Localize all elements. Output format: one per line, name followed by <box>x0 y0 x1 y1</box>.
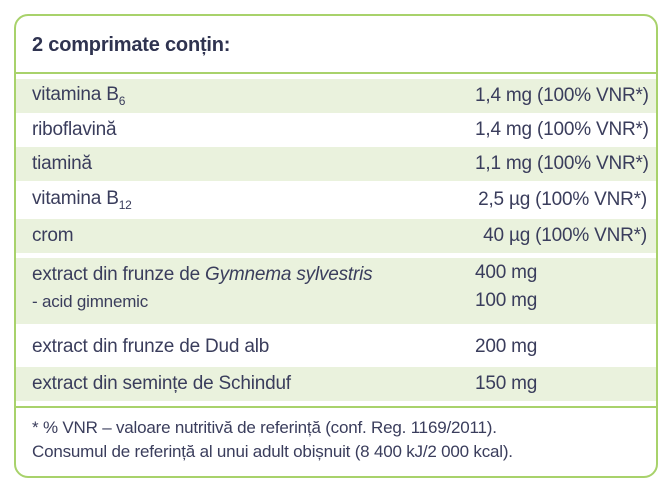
row-name: tiamină <box>32 153 92 174</box>
row-name: crom <box>32 225 74 246</box>
row-name: vitamina $B_{12}$ <box>32 188 132 212</box>
row-value: 400 mg <box>475 262 538 283</box>
table-row <box>16 182 656 218</box>
footnote <box>32 416 513 464</box>
row-name: extract din semințe de Schinduf <box>32 373 291 394</box>
row-subvalue: 100 mg <box>475 290 538 311</box>
row-value: 1,4 mg (100% VNR*) <box>475 119 649 140</box>
nutrition-panel <box>14 14 658 478</box>
divider-top <box>16 72 656 74</box>
row-name: riboflavină <box>32 119 117 140</box>
row-name: extract din frunze de Gymnema sylvestris <box>32 264 373 285</box>
row-subname: - acid gimnemic <box>32 292 149 311</box>
row-value: 2,5 µg (100% VNR*) <box>478 189 647 210</box>
table-row <box>16 330 656 364</box>
row-value: 40 µg (100% VNR*) <box>483 225 647 246</box>
row-value: 1,4 mg (100% VNR*) <box>475 85 649 106</box>
table-row-compound <box>16 258 656 324</box>
table-row <box>16 79 656 113</box>
table-row <box>16 147 656 181</box>
table-row <box>16 367 656 401</box>
row-value: 200 mg <box>475 336 538 357</box>
footnote-line: Consumul de referință al unui adult obișnuit (8 400 kJ/2 000 kcal). <box>32 442 513 461</box>
footnote-line: * % VNR – valoare nutritivă de referință (conf. Reg. 1169/2011). <box>32 418 497 437</box>
row-value: 150 mg <box>475 373 538 394</box>
row-name: vitamina $B_6$ <box>32 84 126 108</box>
divider-bottom <box>16 406 656 408</box>
row-value: 1,1 mg (100% VNR*) <box>475 153 649 174</box>
table-row <box>16 219 656 253</box>
table-row <box>16 114 656 146</box>
panel-title: 2 comprimate conțin: <box>32 34 231 56</box>
row-name: extract din frunze de Dud alb <box>32 336 270 357</box>
